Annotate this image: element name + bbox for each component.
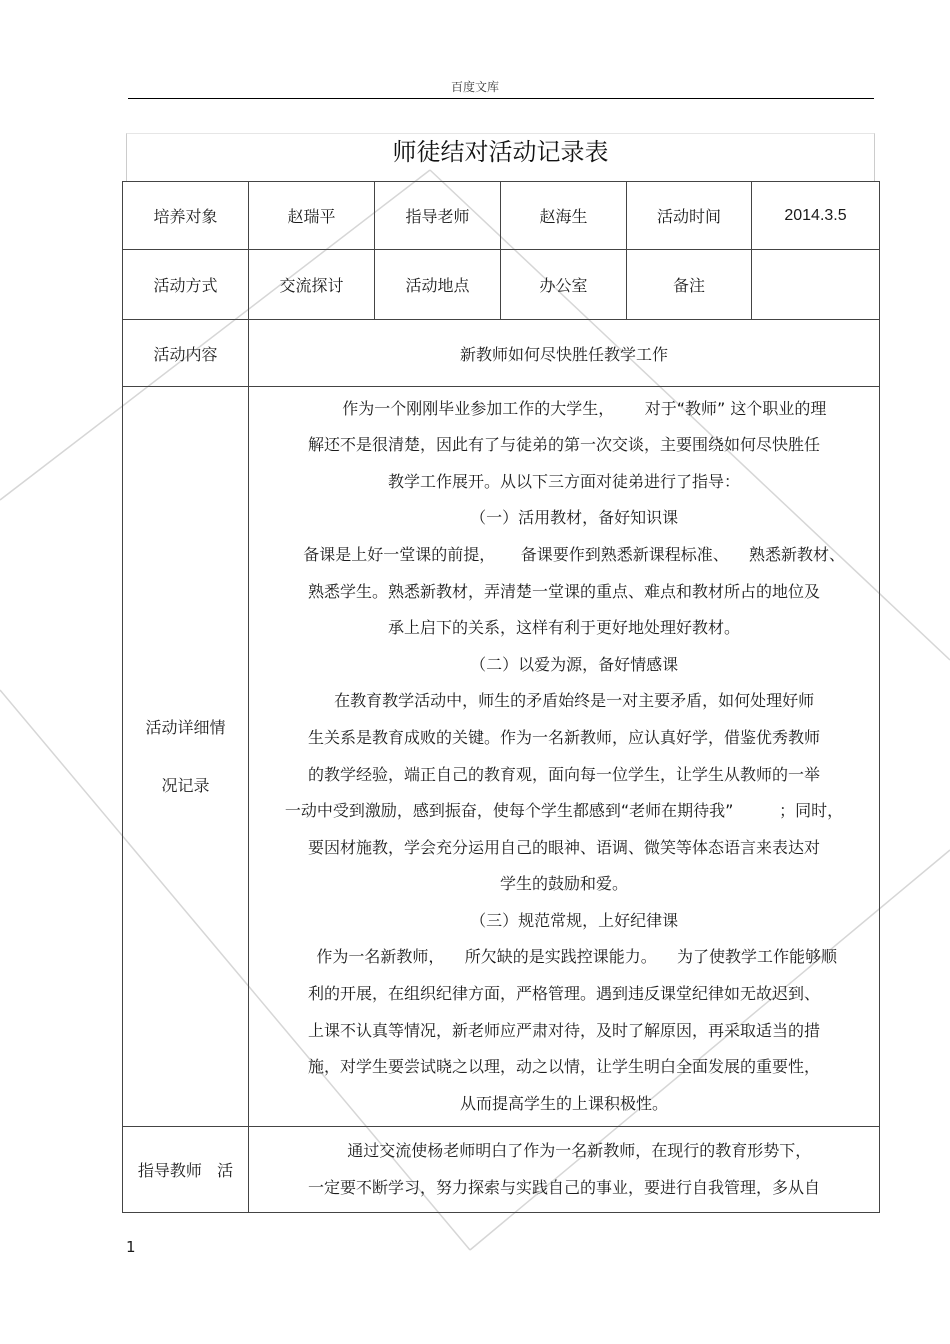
place-label: 活动地点 [375, 250, 501, 320]
footer-row [123, 1127, 880, 1213]
footer-paragraphs [249, 1133, 879, 1206]
detail-line: 上课不认真等情况，新老师应严肃对待，及时了解原因，再采取适当的措 [307, 1020, 820, 1040]
record-table [122, 181, 880, 1213]
trainee-value: 赵瑞平 [249, 182, 375, 250]
mentor-value: 赵海生 [501, 182, 627, 250]
detail-line: 要因材施教，学会充分运用自己的眼神、语调、微笑等体态语言来表达对 [307, 837, 820, 857]
detail-line: 作为一名新教师， 所欠缺的是实践控课能力。 为了使教学工作能够顺 [290, 947, 838, 967]
detail-label-line-2: 况记录 [161, 775, 210, 795]
detail-paragraphs [249, 391, 879, 1123]
info-row-1 [123, 182, 880, 250]
content-label: 活动内容 [123, 320, 249, 387]
mode-label: 活动方式 [123, 250, 249, 320]
detail-line: 在教育教学活动中，师生的矛盾始终是一对主要矛盾，如何处理好师 [313, 691, 815, 711]
detail-line: 利的开展，在组织纪律方面，严格管理。遇到违反课堂纪律如无故迟到、 [307, 984, 820, 1004]
detail-line: 学生的鼓励和爱。 [499, 874, 628, 894]
content-row [123, 320, 880, 387]
header-site-name: 百度文库 [450, 80, 499, 94]
detail-line: （二）以爱为源，备好情感课 [449, 654, 679, 674]
detail-line: 生关系是教育成败的关键。作为一名新教师，应认真好学，借鉴优秀教师 [307, 727, 820, 747]
footer-body [249, 1127, 880, 1213]
detail-line: 承上启下的关系，这样有利于更好地处理好教材。 [387, 618, 740, 638]
form-title: 师徒结对活动记录表 [126, 133, 875, 182]
detail-line: 的教学经验，端正自己的教育观，面向每一位学生，让学生从教师的一举 [307, 764, 820, 784]
detail-label [123, 387, 249, 1127]
detail-line: 备课是上好一堂课的前提， 备课要作到熟悉新课程标准、 熟悉新教材、 [282, 544, 846, 564]
trainee-label: 培养对象 [123, 182, 249, 250]
detail-line: 从而提高学生的上课积极性。 [459, 1093, 668, 1113]
detail-body [249, 387, 880, 1127]
detail-line: 施，对学生要尝试晓之以理，动之以情，让学生明白全面发展的重要性， [307, 1057, 820, 1077]
time-label: 活动时间 [627, 182, 752, 250]
detail-line: 作为一个刚刚毕业参加工作的大学生， 对于“教师” 这个职业的理 [301, 398, 827, 418]
detail-row [123, 387, 880, 1127]
footer-line: 一定要不断学习，努力探索与实践自己的事业，要进行自我管理，多从自 [307, 1177, 820, 1197]
footer-line: 通过交流使杨老师明白了作为一名新教师，在现行的教育形势下， [316, 1140, 812, 1160]
place-value: 办公室 [501, 250, 627, 320]
detail-line: （三）规范常规，上好纪律课 [449, 910, 679, 930]
detail-line: 熟悉学生。熟悉新教材，弄清楚一堂课的重点、难点和教材所占的地位及 [307, 581, 820, 601]
detail-line: （一）活用教材，备好知识课 [449, 508, 679, 528]
detail-line: 一动中受到激励，感到振奋，使每个学生都感到“老师在期待我” ；同时， [284, 801, 844, 821]
mode-value: 交流探讨 [249, 250, 375, 320]
content-value: 新教师如何尽快胜任教学工作 [249, 320, 880, 387]
page-number: 1 [126, 1238, 136, 1256]
header-rule [128, 98, 874, 99]
detail-line: 教学工作展开。从以下三方面对徒弟进行了指导： [387, 471, 740, 491]
info-row-2 [123, 250, 880, 320]
time-value: 2014.3.5 [752, 182, 880, 250]
detail-label-line-1: 活动详细情 [145, 717, 226, 737]
mentor-label: 指导老师 [375, 182, 501, 250]
detail-line: 解还不是很清楚，因此有了与徒弟的第一次交谈，主要围绕如何尽快胜任 [307, 435, 820, 455]
remark-value [752, 250, 880, 320]
footer-label: 指导教师 活 [123, 1127, 249, 1213]
remark-label: 备注 [627, 250, 752, 320]
